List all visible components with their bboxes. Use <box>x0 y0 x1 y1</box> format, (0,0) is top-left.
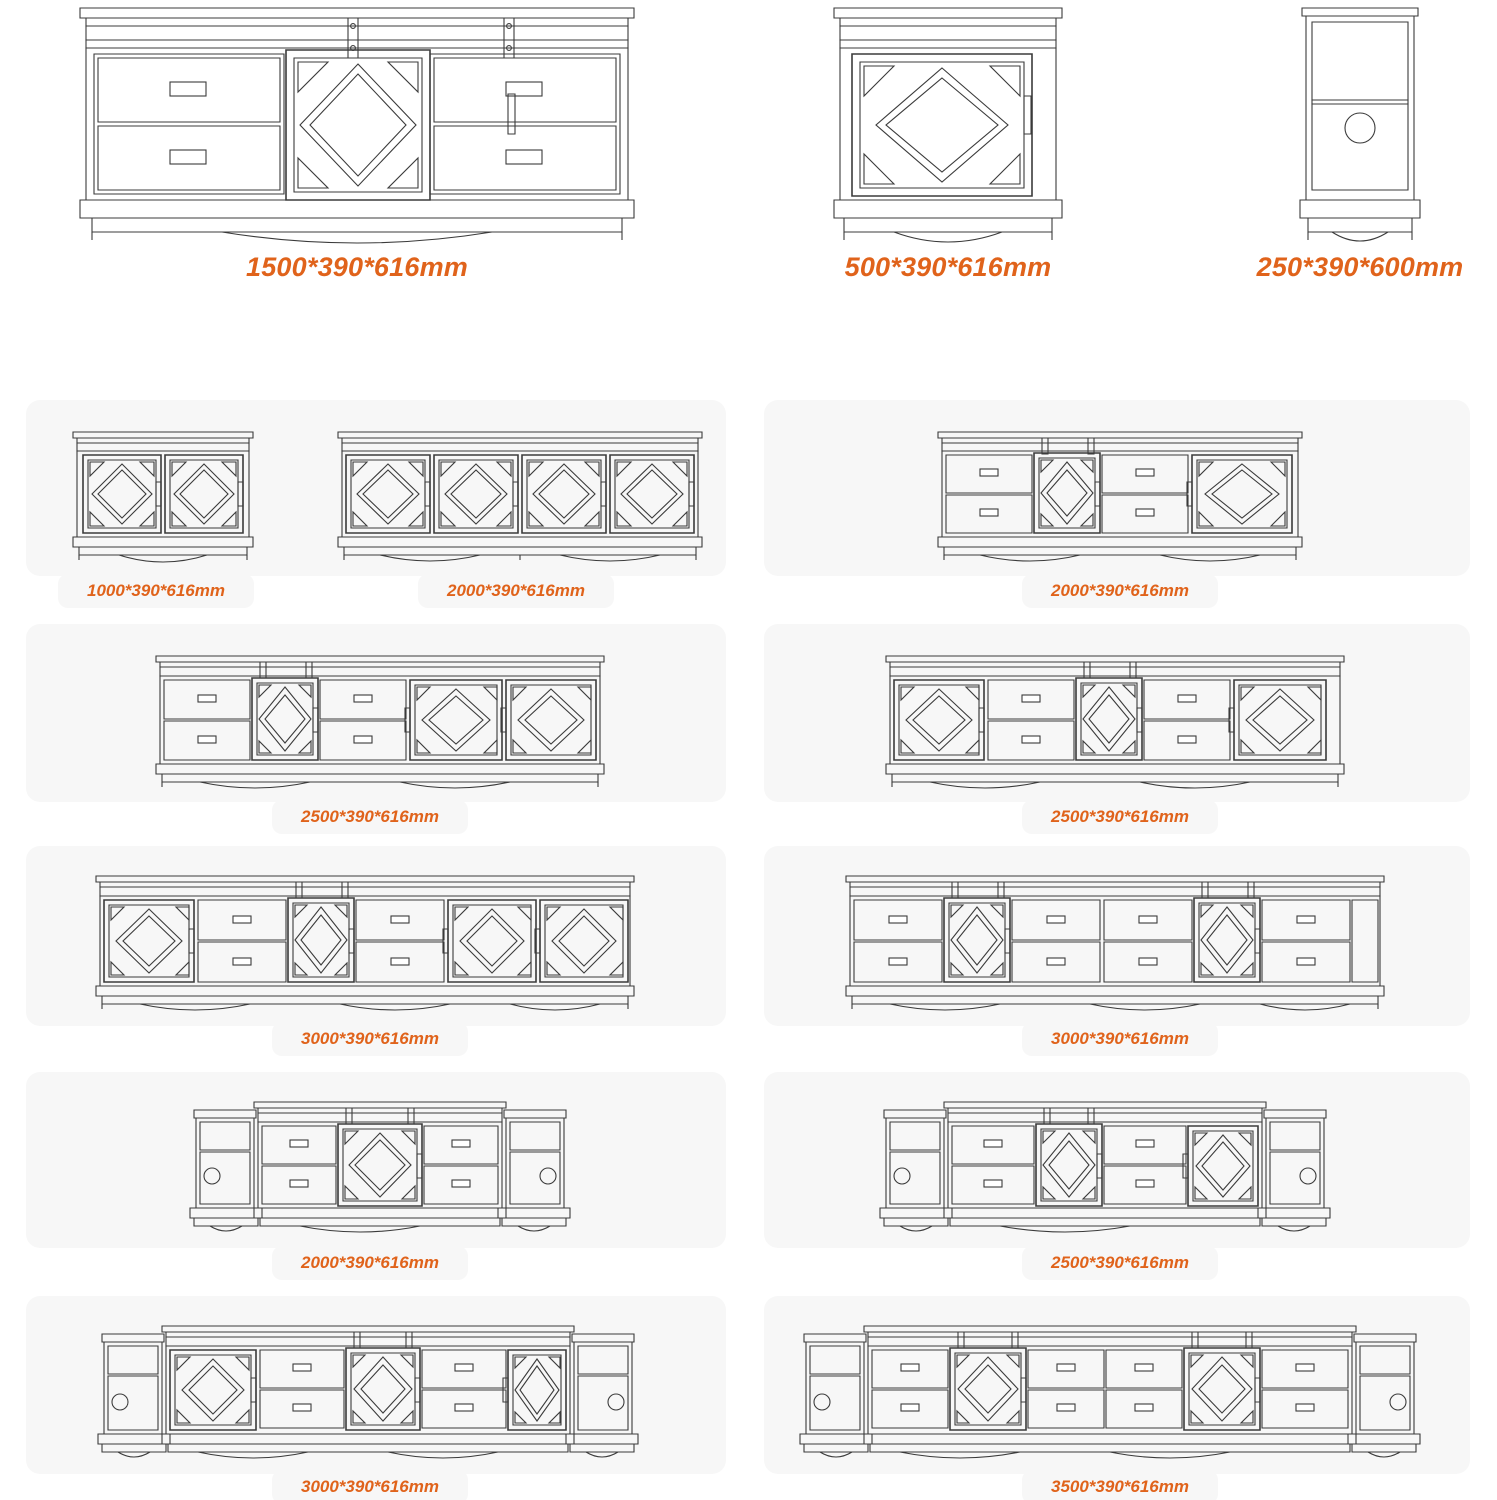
caption-config-2500-c: 2500*390*616mm <box>1022 1246 1218 1280</box>
caption-config-2500-a: 2500*390*616mm <box>272 800 468 834</box>
caption-config-2000-c: 2000*390*616mm <box>272 1246 468 1280</box>
caption-config-2500-b: 2500*390*616mm <box>1022 800 1218 834</box>
hero-dimension-1500: 1500*390*616mm <box>246 252 468 282</box>
cabinet-narrow-drawing <box>1240 0 1480 252</box>
config-2500-b-drawing <box>880 632 1350 796</box>
hero-item-500 <box>828 0 1068 283</box>
config-2000-a-drawing <box>330 408 710 568</box>
hero-dimension-250: 250*390*600mm <box>1256 252 1464 282</box>
cabinet-square-drawing <box>828 0 1068 252</box>
config-3000-c-drawing <box>88 1302 648 1466</box>
caption-config-3000-c: 3000*390*616mm <box>272 1470 468 1500</box>
caption-config-2000-b: 2000*390*616mm <box>1022 574 1218 608</box>
config-2000-c-drawing <box>180 1078 580 1240</box>
hero-dimension-500: 500*390*616mm <box>844 252 1052 282</box>
caption-config-1000: 1000*390*616mm <box>58 574 254 608</box>
hero-item-250 <box>1240 0 1480 283</box>
configuration-grid <box>0 352 1497 1500</box>
config-3500-drawing <box>790 1302 1430 1466</box>
config-2500-a-drawing <box>150 632 610 796</box>
config-2500-c-drawing <box>870 1078 1340 1240</box>
config-2000-b-drawing <box>930 408 1310 568</box>
config-1000-drawing <box>58 408 268 568</box>
caption-config-2000-a: 2000*390*616mm <box>418 574 614 608</box>
caption-config-3000-b: 3000*390*616mm <box>1022 1022 1218 1056</box>
tv-stand-wide-drawing <box>72 0 642 252</box>
config-3000-a-drawing <box>90 852 640 1018</box>
config-3000-b-drawing <box>840 852 1390 1018</box>
caption-config-3500: 3500*390*616mm <box>1022 1470 1218 1500</box>
hero-row <box>0 0 1497 352</box>
caption-config-3000-a: 3000*390*616mm <box>272 1022 468 1056</box>
hero-item-1500 <box>72 0 642 283</box>
